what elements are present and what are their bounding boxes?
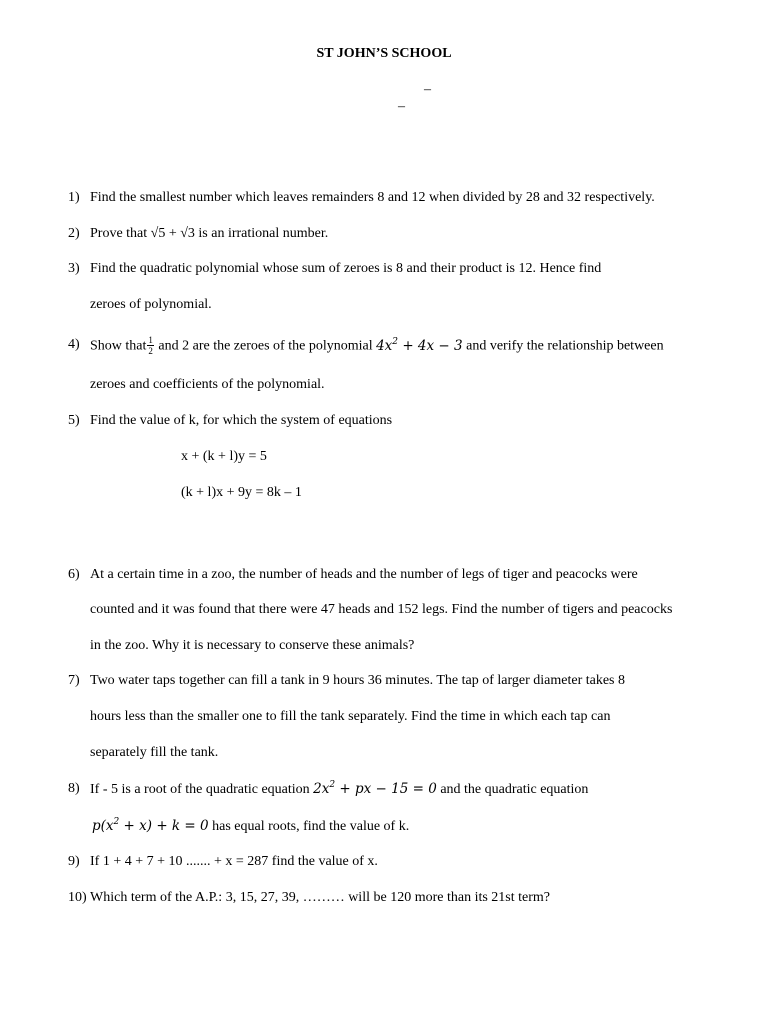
question-text: At a certain time in a zoo, the number of heads and the number of legs of tiger and peacocks were bbox=[90, 567, 638, 582]
question-text: Which term of the A.P.: 3, 15, 27, 39, ……… will be 120 more than its 21st term? bbox=[90, 890, 550, 905]
question-number: 4) bbox=[68, 337, 80, 352]
equation-text: (k + l)x + 9y = 8k – 1 bbox=[181, 485, 302, 500]
question-text-part: Show that bbox=[90, 338, 147, 354]
fraction-denominator: 2 bbox=[148, 346, 153, 356]
eq-term: + px − 15 = 0 bbox=[335, 781, 437, 797]
question-text: Find the value of k, for which the system of equations bbox=[90, 413, 393, 428]
poly-term: 4x bbox=[376, 337, 393, 354]
header-dash: – bbox=[424, 82, 431, 97]
eq-term: p(x bbox=[92, 818, 114, 834]
question-number: 8) bbox=[68, 781, 80, 796]
eq-term: 2x bbox=[313, 781, 330, 797]
quadratic-equation bbox=[92, 818, 209, 834]
question-text: Find the smallest number which leaves remainders 8 and 12 when divided by 28 and 32 respectively. bbox=[90, 190, 655, 205]
fraction-numerator: 1 bbox=[148, 335, 153, 345]
question-text-part: has equal roots, find the value of k. bbox=[212, 819, 410, 834]
question-text bbox=[90, 780, 588, 799]
question-text-part: and the quadratic equation bbox=[440, 782, 589, 797]
question-text bbox=[90, 336, 664, 357]
question-text: Two water taps together can fill a tank in 9 hours 36 minutes. The tap of larger diameter takes 8 bbox=[90, 673, 626, 688]
poly-term: + 4x − 3 bbox=[398, 337, 463, 354]
question-text-part: and verify the relationship between bbox=[466, 338, 664, 354]
question-number: 9) bbox=[68, 854, 80, 869]
question-text: separately fill the tank. bbox=[90, 745, 219, 760]
question-number: 2) bbox=[68, 226, 80, 241]
eq-exponent: 2 bbox=[329, 780, 336, 790]
equation-text: x + (k + l)y = 5 bbox=[181, 449, 267, 464]
question-text: in the zoo. Why it is necessary to conserve these animals? bbox=[90, 638, 415, 653]
eq-exponent: 2 bbox=[113, 817, 120, 827]
question-text: hours less than the smaller one to fill the tank separately. Find the time in which each tap can bbox=[90, 709, 611, 724]
question-text: zeroes and coefficients of the polynomial. bbox=[90, 377, 325, 392]
poly-exponent: 2 bbox=[392, 336, 399, 347]
header-dash: – bbox=[398, 99, 405, 114]
polynomial-expression bbox=[376, 338, 463, 354]
eq-term: + x) + k = 0 bbox=[119, 818, 209, 834]
question-text-part: and 2 are the zeroes of the polynomial bbox=[158, 338, 373, 354]
question-number: 3) bbox=[68, 261, 80, 276]
question-text: If 1 + 4 + 7 + 10 ....... + x = 287 find the value of x. bbox=[90, 854, 378, 869]
question-number: 7) bbox=[68, 673, 80, 688]
quadratic-equation bbox=[313, 781, 437, 797]
question-text: Prove that √5 + √3 is an irrational number. bbox=[90, 226, 329, 241]
question-number: 10) bbox=[68, 890, 87, 905]
question-number: 6) bbox=[68, 567, 80, 582]
school-title: ST JOHN’S SCHOOL bbox=[316, 46, 452, 61]
question-number: 1) bbox=[68, 190, 80, 205]
question-text-part: If - 5 is a root of the quadratic equation bbox=[90, 782, 310, 797]
question-text: zeroes of polynomial. bbox=[90, 297, 212, 312]
question-number: 5) bbox=[68, 413, 80, 428]
question-text: Find the quadratic polynomial whose sum of zeroes is 8 and their product is 12. Hence find bbox=[90, 261, 602, 276]
fraction-one-half bbox=[147, 335, 154, 356]
question-text: counted and it was found that there were 47 heads and 152 legs. Find the number of tigers and peacocks bbox=[90, 602, 673, 617]
question-text bbox=[92, 817, 409, 836]
